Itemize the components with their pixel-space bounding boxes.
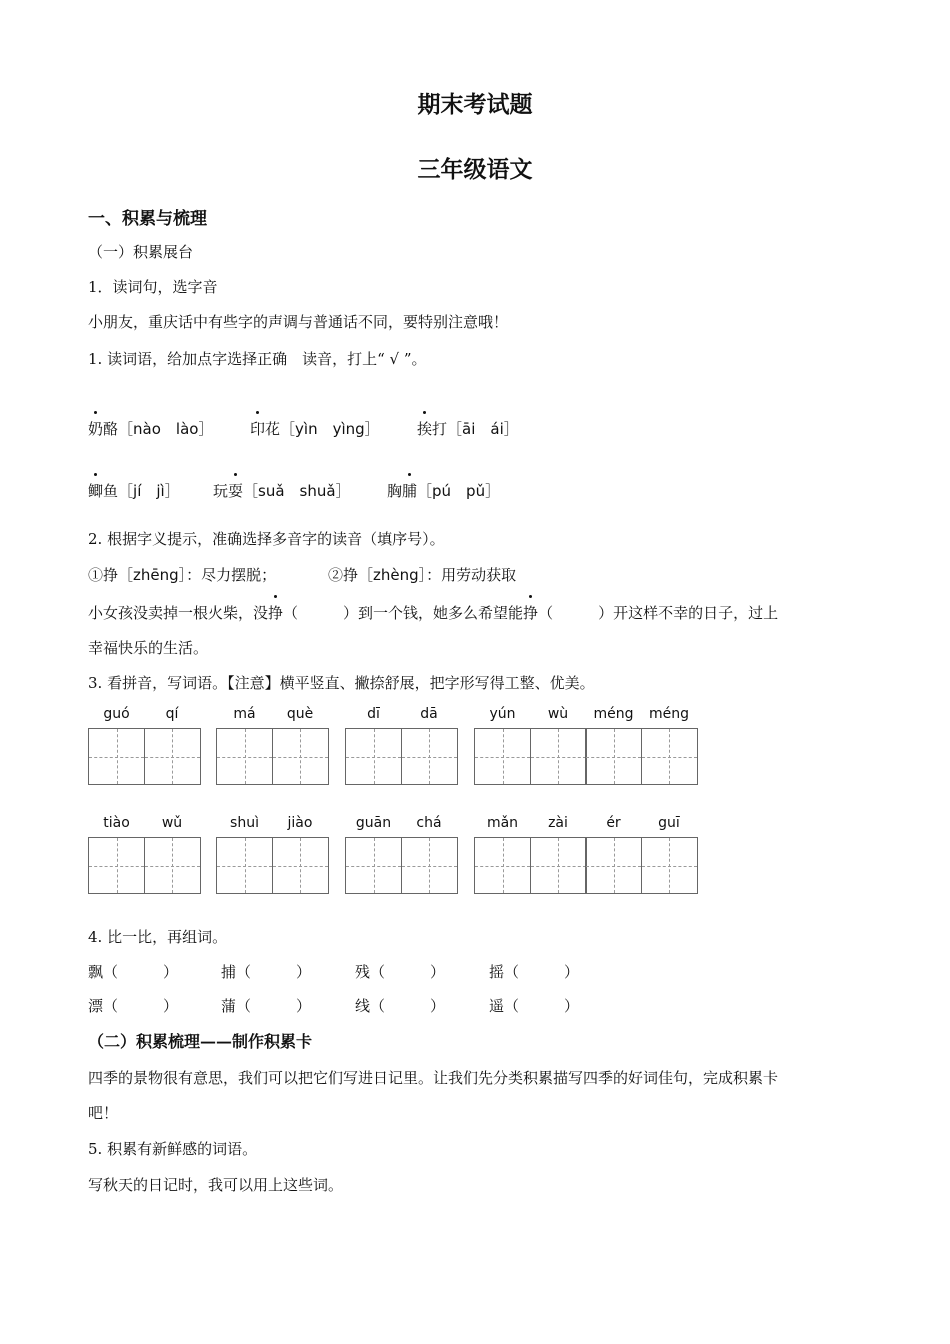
writing-cell[interactable] [272,837,329,894]
pinyin-label: ér [606,815,621,831]
writing-grid-group [345,837,456,894]
word-option [417,418,519,439]
writing-cell[interactable] [401,837,458,894]
pinyin-label: wù [547,706,569,722]
writing-grid-group [474,728,696,785]
word-char: 玩 [213,482,229,500]
word-option [88,418,213,439]
compare-item: 漂（ ） [88,997,179,1015]
sentence-part: （ ）到一个钱，她多么希望能 [283,604,524,622]
question-instruction: 4. 比一比，再组词。 [88,928,228,946]
compare-item: 遥（ ） [489,997,580,1015]
pinyin-label: què [286,706,314,722]
word-option [250,418,380,439]
word-char: 酪 [103,420,119,438]
subsection-heading: （一）积累展台 [88,243,194,261]
writing-cell[interactable] [216,837,273,894]
question-intro: 小朋友，重庆话中有些字的声调与普通话不同，要特别注意哦！ [88,313,509,331]
pinyin-label: guó [103,706,130,722]
writing-cell[interactable] [530,728,587,785]
pinyin-label: dī [367,706,380,722]
word-char: 打 [432,420,448,438]
dotted-char: 印 [250,420,266,438]
writing-cell[interactable] [474,728,531,785]
page-subtitle: 三年级语文 [417,156,533,183]
compare-item: 飘（ ） [88,963,179,981]
writing-cell[interactable] [88,728,145,785]
sentence-part: （ ）开这样不幸的日子，过上 [538,604,779,622]
question-title: 1．读词句，选字音 [88,278,218,296]
compare-item: 捕（ ） [221,963,312,981]
writing-cell[interactable] [585,728,642,785]
option-char: 挣 [103,566,119,584]
section-heading: （二）积累梳理——制作积累卡 [88,1032,313,1051]
meaning-option [88,564,276,585]
word-char: 花 [265,420,281,438]
pinyin-options: ［pú pǔ］ [417,482,501,500]
paragraph: 四季的景物很有意思，我们可以把它们写进日记里。让我们先分类积累描写四季的好词佳句，完成积累卡 [88,1069,779,1087]
compare-item: 蒲（ ） [221,997,312,1015]
sentence-part: 小女孩没卖掉一根火柴，没 [88,604,269,622]
pinyin-options: ［yìn yìng］ [280,420,380,438]
pinyin-options: ［nào lào］ [118,420,214,438]
writing-cell[interactable] [585,837,642,894]
writing-cell[interactable] [345,728,402,785]
word-char: 胸 [387,482,403,500]
option-meaning: ：用劳动获取 [426,566,517,584]
writing-cell[interactable] [88,837,145,894]
pinyin-label: jiào [287,815,313,831]
pinyin-label: mǎn [486,815,519,831]
pinyin-options: ［āi ái］ [447,420,519,438]
option-meaning: ：尽力摆脱； [186,566,277,584]
word-option [387,480,500,501]
dotted-char: 奶 [88,420,104,438]
pinyin-label: tiào [103,815,130,831]
writing-cell[interactable] [144,837,201,894]
writing-grid-group [216,837,327,894]
word-option [88,480,180,501]
writing-cell[interactable] [641,837,698,894]
question-instruction: 2. 根据字义提示，准确选择多音字的读音（填序号）。 [88,530,445,548]
fill-sentence-cont: 幸福快乐的生活。 [88,639,209,657]
meaning-option [328,564,516,585]
option-number: ① [88,566,104,584]
option-pinyin: ［zhèng］ [358,566,427,584]
writing-cell[interactable] [144,728,201,785]
writing-cell[interactable] [530,837,587,894]
dotted-char: 鲫 [88,482,104,500]
dotted-char: 挨 [417,420,433,438]
section-heading: 一、积累与梳理 [88,209,207,229]
pinyin-label: yún [489,706,516,722]
fill-sentence [88,602,778,623]
question-instruction: 1. 读词语，给加点字选择正确 读音，打上“ √ ”。 [88,350,427,368]
pinyin-options: ［jí jì］ [118,482,180,500]
word-option [213,480,351,501]
pinyin-label: chá [416,815,442,831]
pinyin-label: zài [548,815,568,831]
writing-grid-group [88,728,199,785]
paragraph: 写秋天的日记时，我可以用上这些词。 [88,1176,344,1194]
page-title: 期末考试题 [417,91,533,118]
dotted-char: 挣 [523,604,539,622]
writing-grid-group [88,837,199,894]
writing-cell[interactable] [216,728,273,785]
pinyin-label: qí [165,706,179,722]
dotted-char: 耍 [228,482,244,500]
question-instruction: 5. 积累有新鲜感的词语。 [88,1140,258,1158]
compare-item: 残（ ） [355,963,446,981]
pinyin-label: má [233,706,256,722]
compare-item: 线（ ） [355,997,446,1015]
pinyin-options: ［suǎ shuǎ］ [243,482,351,500]
writing-grid-group [216,728,327,785]
question-instruction: 3. 看拼音，写词语。【注意】横平竖直、撇捺舒展，把字形写得工整、优美。 [88,674,595,692]
paragraph: 吧！ [88,1104,119,1122]
pinyin-label: dā [420,706,438,722]
pinyin-label: guī [658,815,680,831]
dotted-char: 脯 [402,482,418,500]
writing-cell[interactable] [272,728,329,785]
pinyin-label: méng [593,706,634,722]
writing-cell[interactable] [401,728,458,785]
writing-cell[interactable] [641,728,698,785]
pinyin-label: shuì [230,815,259,831]
writing-cell[interactable] [345,837,402,894]
pinyin-label: wǔ [161,815,183,831]
dotted-char: 挣 [268,604,284,622]
pinyin-label: méng [648,706,689,722]
writing-grid-group [474,837,696,894]
writing-cell[interactable] [474,837,531,894]
option-pinyin: ［zhēng］ [118,566,187,584]
writing-grid-group [345,728,456,785]
option-number: ② [328,566,344,584]
word-char: 鱼 [103,482,119,500]
compare-item: 摇（ ） [489,963,580,981]
pinyin-label: guān [355,815,392,831]
option-char: 挣 [343,566,359,584]
